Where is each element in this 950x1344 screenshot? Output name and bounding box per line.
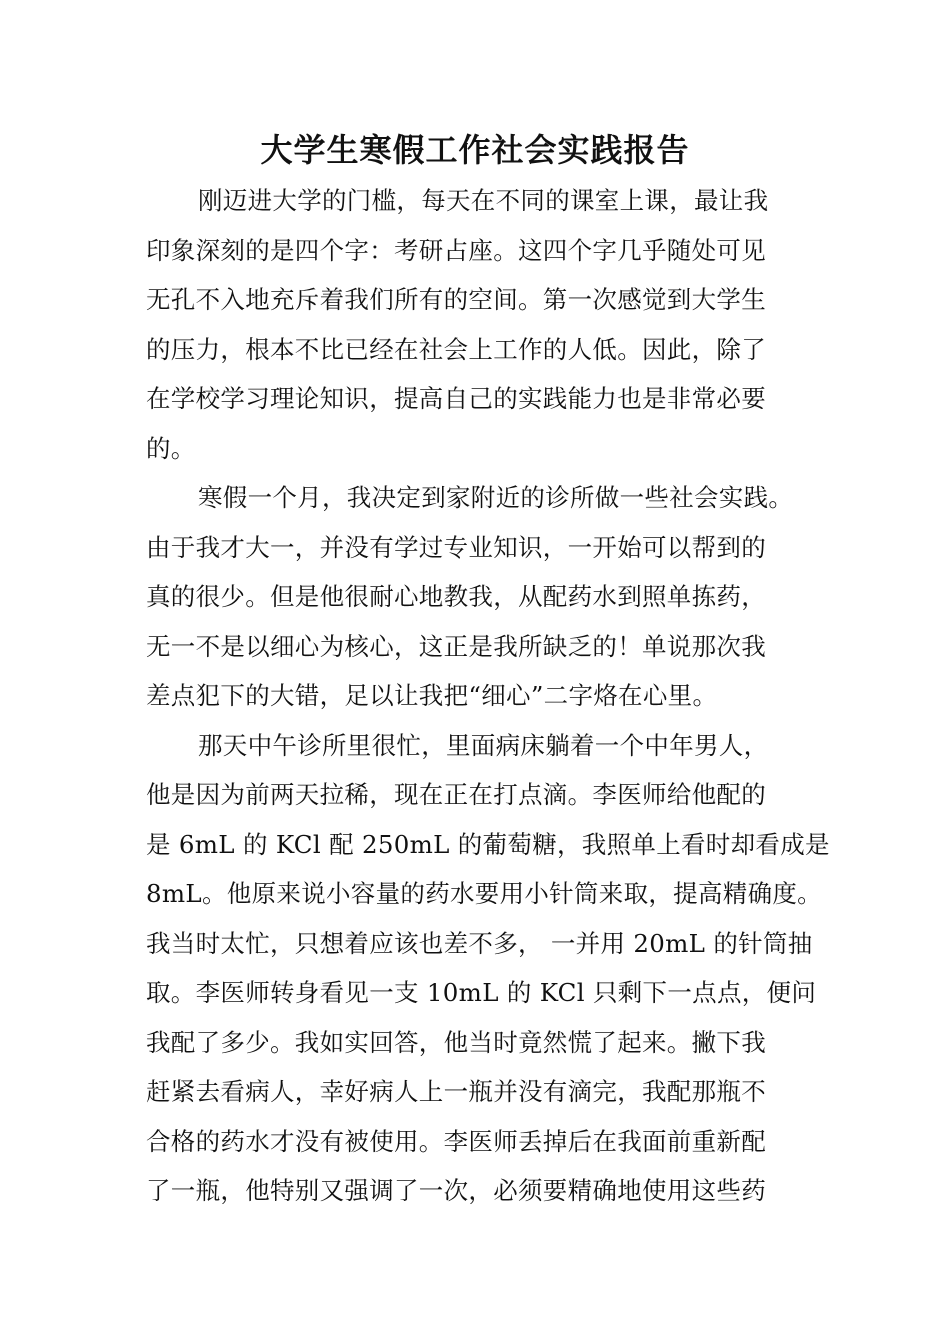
paragraph-3-line-6: 取。李医师转身看见一支 10mL 的 KCl 只剩下一点点，便问	[146, 978, 817, 1007]
paragraph-2-line-3: 真的很少。但是他很耐心地教我，从配药水到照单拣药，	[146, 582, 766, 611]
paragraph-3-line-8: 赶紧去看病人，幸好病人上一瓶并没有滴完，我配那瓶不	[146, 1077, 766, 1106]
document-body	[146, 176, 830, 1216]
paragraph-3-line-5: 我当时太忙，只想着应该也差不多， 一并用 20mL 的针筒抽	[146, 928, 813, 958]
paragraph-2-line-2: 由于我才大一，并没有学过专业知识，一开始可以帮到的	[146, 532, 766, 562]
paragraph-3-line-3: 是 6mL 的 KCl 配 250mL 的葡萄糖，我照单上看时却看成是	[146, 829, 830, 859]
paragraph-3-line-2: 他是因为前两天拉稀，现在正在打点滴。李医师给他配的	[146, 780, 766, 809]
paragraph-3-line-4: 8mL。他原来说小容量的药水要用小针筒来取，提高精确度。	[146, 879, 822, 908]
paragraph-3-line-10: 了一瓶，他特别又强调了一次，必须要精确地使用这些药	[146, 1176, 766, 1205]
paragraph-1-line-2: 印象深刻的是四个字：考研占座。这四个字几乎随处可见	[146, 235, 766, 265]
paragraph-1-line-6: 的。	[146, 433, 196, 463]
paragraph-3-line-9: 合格的药水才没有被使用。李医师丢掉后在我面前重新配	[146, 1126, 766, 1156]
paragraph-3-line-7: 我配了多少。我如实回答，他当时竟然慌了起来。撇下我	[146, 1027, 766, 1057]
paragraph-1-line-3: 无孔不入地充斥着我们所有的空间。第一次感觉到大学生	[146, 285, 766, 314]
paragraph-2-line-5: 差点犯下的大错，足以让我把“细心”二字烙在心里。	[146, 681, 718, 710]
paragraph-2-line-1: 寒假一个月，我决定到家附近的诊所做一些社会实践。	[198, 483, 794, 512]
paragraph-2-line-4: 无一不是以细心为核心，这正是我所缺乏的！单说那次我	[146, 631, 766, 661]
paragraph-1-line-5: 在学校学习理论知识，提高自己的实践能力也是非常必要	[146, 384, 766, 413]
document-title: 大学生寒假工作社会实践报告	[260, 131, 690, 169]
paragraph-1-line-1: 刚迈进大学的门槛，每天在不同的课室上课，最让我	[198, 186, 769, 215]
paragraph-3-line-1: 那天中午诊所里很忙，里面病床躺着一个中年男人，	[198, 730, 769, 760]
paragraph-1-line-4: 的压力，根本不比已经在社会上工作的人低。因此，除了	[146, 334, 766, 364]
